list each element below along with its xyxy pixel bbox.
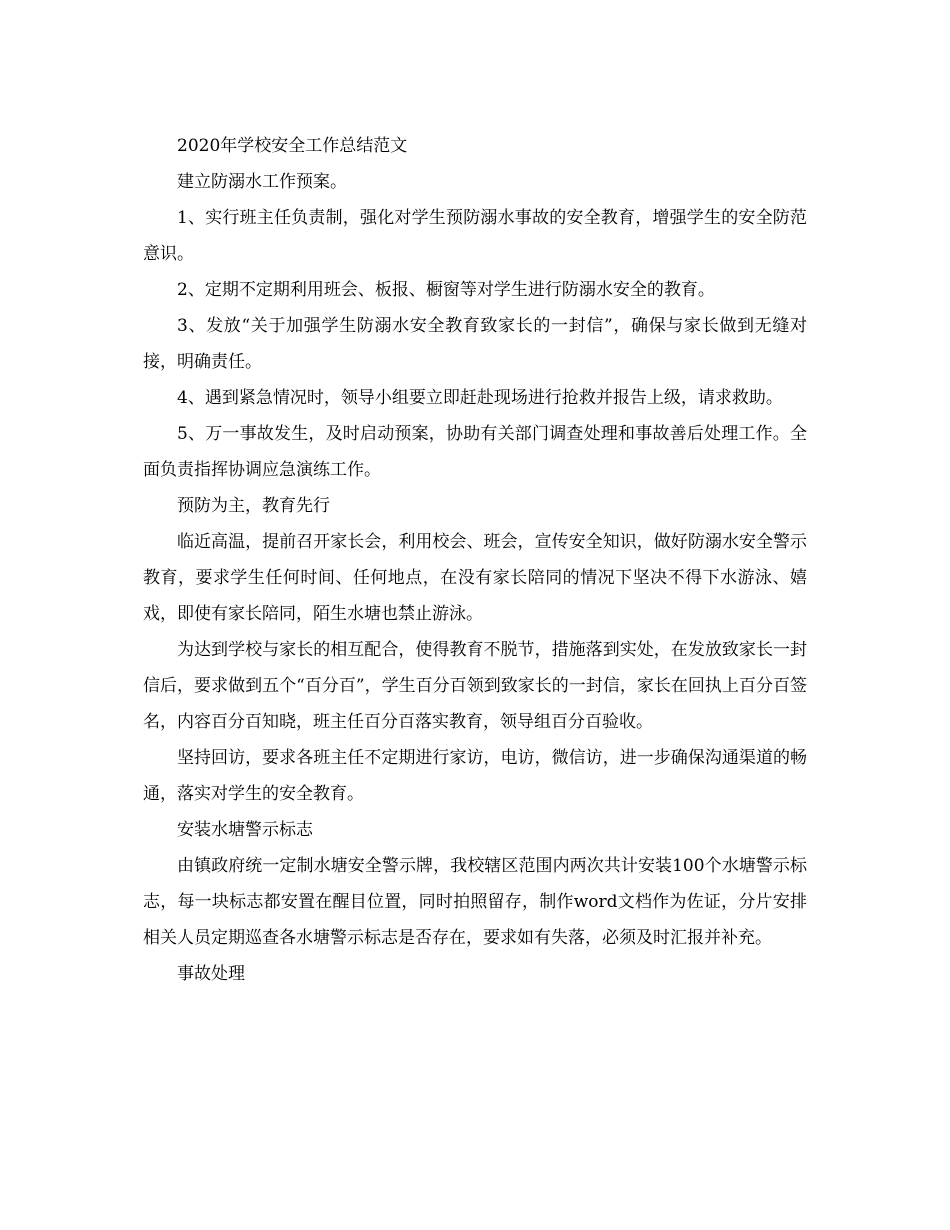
plan-item-5: 5、万一事故发生，及时启动预案，协助有关部门调查处理和事故善后处理工作。全面负责指挥协调应急演练工作。 <box>143 424 807 480</box>
prevention-paragraph-3: 坚持回访，要求各班主任不定期进行家访，电访，微信访，进一步确保沟通渠道的畅通，落实对学生的安全教育。 <box>143 748 807 804</box>
section-heading-accident: 事故处理 <box>177 964 245 984</box>
plan-item-1: 1、实行班主任负责制，强化对学生预防溺水事故的安全教育，增强学生的安全防范意识。 <box>143 208 807 264</box>
section-heading-prevention: 预防为主，教育先行 <box>177 496 330 516</box>
prevention-paragraph-2: 为达到学校与家长的相互配合，使得教育不脱节，措施落到实处，在发放致家长一封信后，要求做到五个“百分百”，学生百分百领到致家长的一封信，家长在回执上百分百签名，内容百分百知晓，班主任百分百落实教育，领导组百分百验收。 <box>143 640 807 732</box>
section-heading-plan: 建立防溺水工作预案。 <box>177 172 347 192</box>
prevention-paragraph-1: 临近高温，提前召开家长会，利用校会、班会，宣传安全知识，做好防溺水安全警示教育，要求学生任何时间、任何地点，在没有家长陪同的情况下坚决不得下水游泳、嬉戏，即使有家长陪同，陌生水塘也禁止游泳。 <box>143 532 807 624</box>
document-body <box>143 128 807 992</box>
document-title: 2020年学校安全工作总结范文 <box>177 136 408 156</box>
section-heading-signs: 安装水塘警示标志 <box>177 820 313 840</box>
plan-item-4: 4、遇到紧急情况时，领导小组要立即赶赴现场进行抢救并报告上级，请求救助。 <box>177 388 783 408</box>
signs-paragraph: 由镇政府统一定制水塘安全警示牌，我校辖区范围内两次共计安装100个水塘警示标志，每一块标志都安置在醒目位置，同时拍照留存，制作word文档作为佐证，分片安排相关人员定期巡查各水塘警示标志是否存在，要求如有失落，必须及时汇报并补充。 <box>143 856 807 948</box>
plan-item-2: 2、定期不定期利用班会、板报、橱窗等对学生进行防溺水安全的教育。 <box>177 280 715 300</box>
plan-item-3: 3、发放“关于加强学生防溺水安全教育致家长的一封信”，确保与家长做到无缝对接，明确责任。 <box>143 316 807 372</box>
